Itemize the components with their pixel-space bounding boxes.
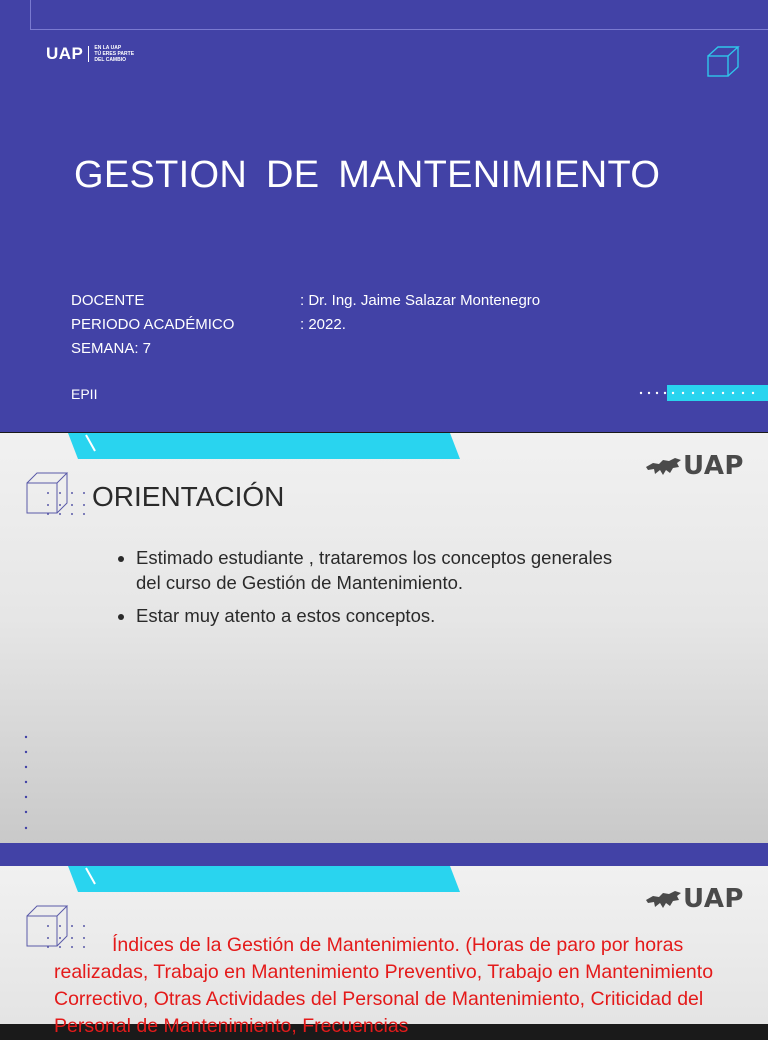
orientation-slide: [0, 433, 768, 843]
info-label: PERIODO ACADÉMICO: [71, 316, 235, 333]
info-row-semana: [71, 340, 151, 357]
uap-logo-text: UAP: [683, 451, 744, 481]
uap-logo-text: UAP: [46, 44, 84, 63]
info-label: DOCENTE: [71, 292, 145, 309]
cube-grid-icon: [24, 453, 88, 517]
slide-body-text: Índices de la Gestión de Mantenimiento. (Horas de paro por horas realizadas, Trabajo en Mantenimiento Preventivo, Trabajo en Mantenimiento Correctivo, Otras Actividades del Personal de Mantenimiento, Criticidad del Personal de Mantenimiento, Frecuencias: [54, 934, 714, 1037]
title-slide: [0, 0, 768, 432]
dot-bar-decoration: [640, 385, 768, 401]
tagline-line: DEL CAMBIO: [94, 57, 126, 63]
slide-heading: ORIENTACIÓN: [92, 481, 285, 512]
tagline-line: TÚ ERES PARTE: [94, 51, 135, 57]
uap-logo: [645, 884, 744, 914]
uap-logo: [645, 451, 744, 481]
tagline-line: EN LA UAP: [94, 45, 122, 51]
school-code: EPII: [71, 386, 98, 402]
logo-divider: [88, 46, 89, 62]
uap-logo: [46, 44, 134, 64]
puma-logo-icon: [645, 455, 683, 477]
list-item: • Estar muy atento a estos conceptos.: [136, 603, 616, 628]
frame-line: [30, 0, 31, 30]
info-row-periodo: [71, 316, 346, 333]
logo-tagline: [94, 45, 134, 63]
frame-line: [30, 29, 768, 30]
presentation-title: GESTION DE MANTENIMIENTO: [74, 154, 661, 196]
info-value: : Dr. Ing. Jaime Salazar Montenegro: [300, 292, 541, 309]
indices-slide: [0, 866, 768, 1037]
slide-divider: [0, 843, 768, 866]
bullet-list: [118, 545, 616, 636]
side-dots-decoration: [22, 735, 32, 835]
puma-logo-icon: [645, 888, 683, 910]
info-value: : 2022.: [300, 316, 346, 333]
cube-icon: [706, 46, 740, 78]
list-item: • Estimado estudiante , trataremos los conceptos generales del curso de Gestión de Mantenimiento.: [136, 545, 616, 595]
info-label: SEMANA: 7: [71, 340, 152, 357]
uap-logo-text: UAP: [683, 884, 744, 914]
info-row-docente: [71, 292, 541, 309]
